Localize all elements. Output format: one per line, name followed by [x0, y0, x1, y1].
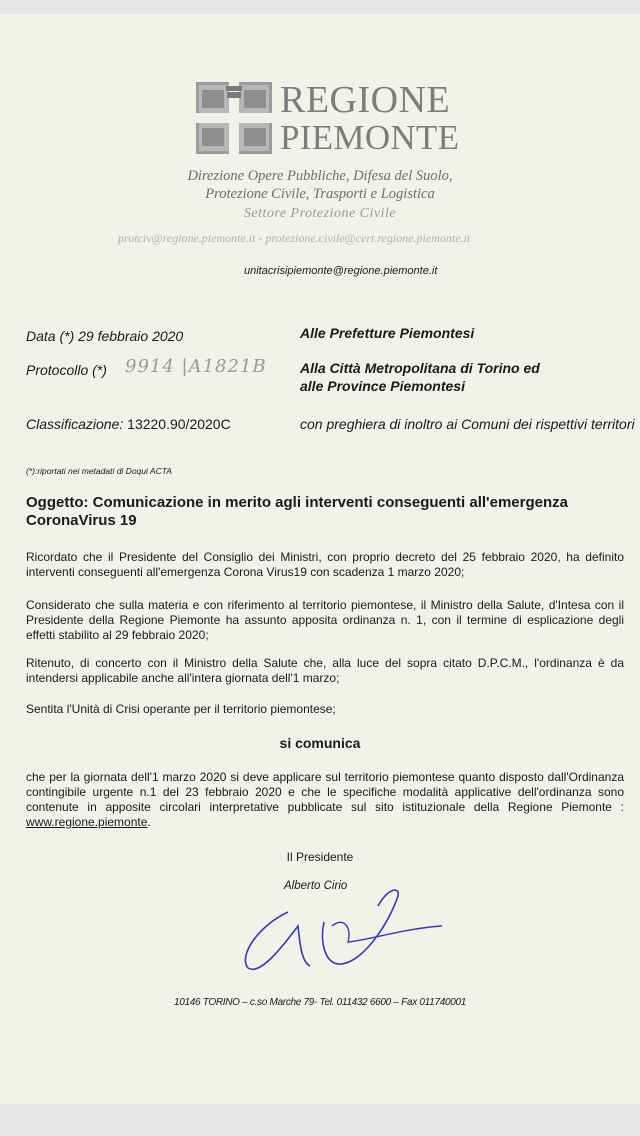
crisis-unit-email: unitacrisipiemonte@regione.piemonte.it: [244, 265, 438, 277]
protocol-stamp-handwritten: 9914 |A1821B: [125, 356, 267, 377]
document-date: Data (*) 29 febbraio 2020: [26, 328, 184, 344]
logo-text-piemonte: PIEMONTE: [280, 118, 460, 157]
recipient-note: con preghiera di inoltro ai Comuni dei rispettivi territori: [300, 416, 635, 432]
subject-line: Oggetto: Comunicazione in merito agli interventi conseguenti all'emergenza CoronaVirus 19: [26, 494, 568, 529]
contact-emails: protciv@regione.piemonte.it - protezione.civile@cert.regione.piemonte.it: [118, 231, 471, 245]
recipient-citta-metropolitana: Alla Città Metropolitana di Torino ed: [300, 360, 540, 376]
metadata-footnote: (*):riportati nei metadati di Doqui ACTA: [26, 466, 172, 476]
paragraph-ricordato: Ricordato che il Presidente del Consiglio dei Ministri, con proprio decreto del 25 febbraio 2020, ha definito interventi conseguenti all'emergenza Corona Virus19 con scadenza 1 marzo 2020;: [26, 550, 624, 579]
regione-piemonte-crest-icon: [196, 82, 272, 154]
paragraph-disposizione-text: che per la giornata dell'1 marzo 2020 si deve applicare sul territorio piemontese quanto disposto dall'Ordinanza contingibile urgente n.1 del 23 febbraio 2020 e che le specifiche modalità applicative dell'ordinanza sono contenute in apposite circolari interpretative pubblicate sul sito istituzionale della Regione Piemonte :: [26, 770, 624, 814]
classification: [26, 416, 231, 432]
document-page: [0, 14, 640, 1104]
paragraph-ritenuto: Ritenuto, di concerto con il Ministro della Salute che, alla luce del sopra citato D.P.C.M., l'ordinanza è da intendersi applicabile anche all'intera giornata dell'1 marzo;: [26, 656, 624, 685]
classification-value: 13220.90/2020C: [123, 416, 231, 432]
department-line-1: Direzione Opere Pubbliche, Difesa del Suolo,: [187, 168, 453, 184]
classification-label: Classificazione:: [26, 416, 124, 432]
logo-text-regione: REGIONE: [280, 79, 451, 121]
comunica-heading: si comunica: [279, 735, 361, 751]
recipient-province: alle Province Piemontesi: [300, 378, 465, 394]
handwritten-signature: [228, 876, 448, 976]
paragraph-considerato: Considerato che sulla materia e con riferimento al territorio piemontese, il Ministro della Salute, d'Intesa con il Presidente della Regione Piemonte ha assunto apposita ordinanza n. 1, con il termine di esplicazione degli effetti stabilito al 29 febbraio 2020;: [26, 598, 624, 642]
paragraph-sentita: Sentita l'Unità di Crisi operante per il territorio piemontese;: [26, 702, 336, 716]
signer-name: Alberto Cirio: [284, 880, 348, 892]
paragraph-end: .: [147, 815, 151, 829]
department-line-2: Protezione Civile, Trasporti e Logistica: [205, 186, 435, 202]
paragraph-disposizione: [26, 770, 624, 830]
protocol-label: Protocollo (*): [26, 362, 107, 378]
recipient-prefetture: Alle Prefetture Piemontesi: [300, 325, 475, 341]
footer-address: 10146 TORINO – c.so Marche 79- Tel. 011432 6600 – Fax 011740001: [173, 997, 467, 1008]
website-link[interactable]: www.regione.piemonte: [26, 815, 148, 829]
signature-title: Il Presidente: [286, 850, 354, 864]
sector-name: Settore Protezione Civile: [243, 206, 397, 221]
